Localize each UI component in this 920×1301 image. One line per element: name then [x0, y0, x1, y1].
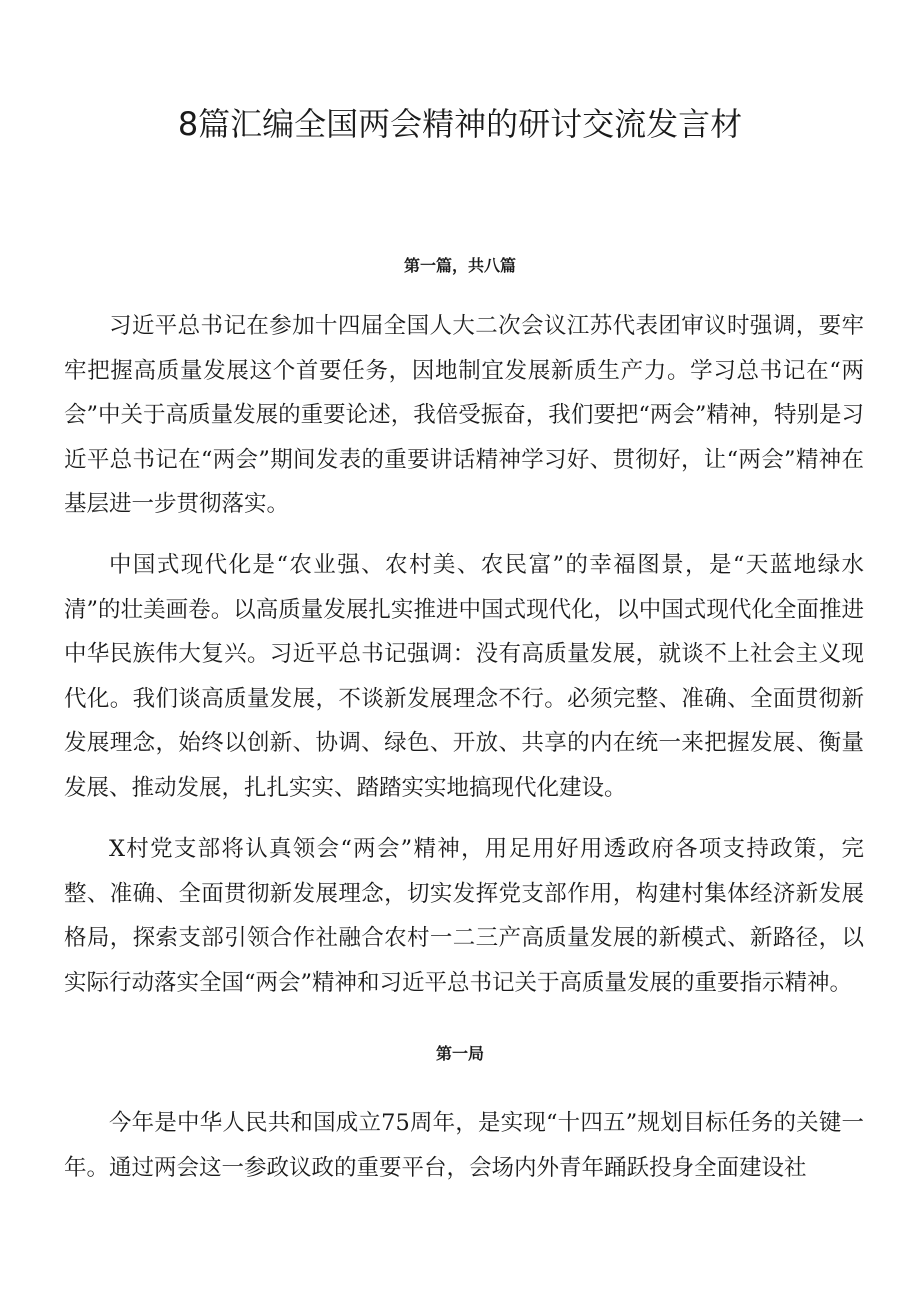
section-heading-1: 第一篇，共八篇	[403, 256, 516, 275]
paragraph-3: X村党支部将认真领会“两会”精神，用足用好用透政府各项支持政策，完整、准确、全面贯彻新发展理念，切实发挥党支部作用，构建村集体经济新发展格局，探索支部引领合作社融合农村一二三产高质量发展的新模式、新路径，以实际行动落实全国“两会”精神和习近平总书记关于高质量发展的重要指示精神。	[64, 836, 864, 996]
paragraph-1: 习近平总书记在参加十四届全国人大二次会议江苏代表团审议时强调，要牢牢把握高质量发展这个首要任务，因地制宜发展新质生产力。学习总书记在“两会”中关于高质量发展的重要论述，我倍受振奋，我们要把“两会”精神，特别是习近平总书记在“两会”期间发表的重要讲话精神学习好、贯彻好，让“两会”精神在基层进一步贯彻落实。	[64, 313, 864, 517]
document-title: 8篇汇编全国两会精神的研讨交流发言材	[177, 105, 743, 143]
section-heading-2: 第一局	[435, 1044, 484, 1063]
paragraph-2: 中国式现代化是“农业强、农村美、农民富”的幸福图景，是“天蓝地绿水清”的壮美画卷。以高质量发展扎实推进中国式现代化，以中国式现代化全面推进中华民族伟大复兴。习近平总书记强调：没有高质量发展，就谈不上社会主义现代化。我们谈高质量发展，不谈新发展理念不行。必须完整、准确、全面贯彻新发展理念，始终以创新、协调、绿色、开放、共享的内在统一来把握发展、衡量发展、推动发展，扎扎实实、踏踏实实地搞现代化建设。	[64, 552, 864, 801]
paragraph-4: 今年是中华人民共和国成立75周年，是实现“十四五”规划目标任务的关键一年。通过两会这一参政议政的重要平台，会场内外青年踊跃投身全面建设社	[64, 1110, 864, 1181]
